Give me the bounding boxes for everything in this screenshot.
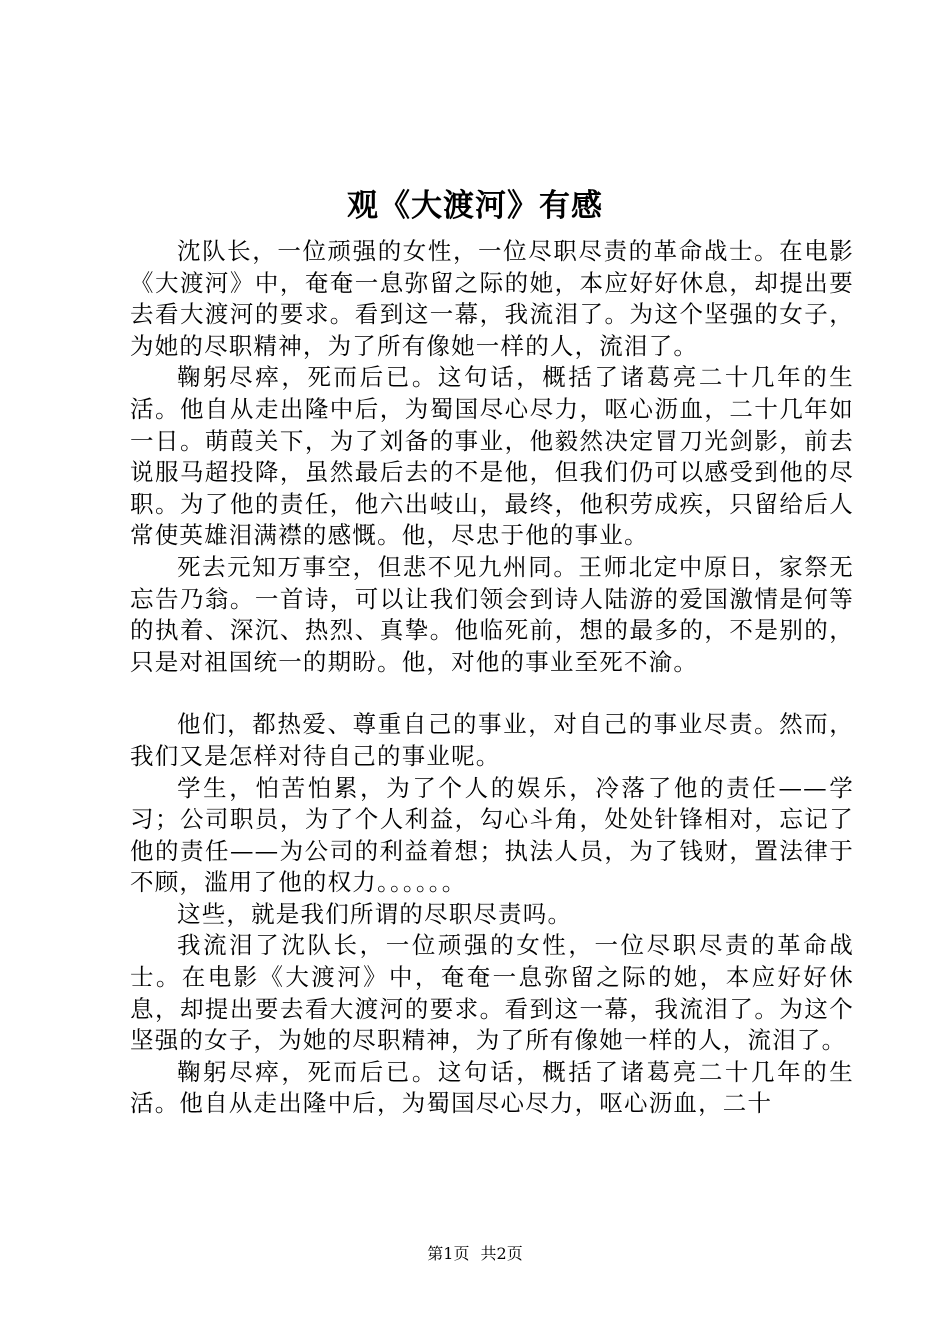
paragraph: 鞠躬尽瘁，死而后已。这句话，概括了诸葛亮二十几年的生活。他自从走出隆中后，为蜀国尽心尽力，呕心沥血，二十几年如一日。萌葭关下，为了刘备的事业，他毅然决定冒刀光剑影，前去说服马超投降，虽然最后去的不是他，但我们仍可以感受到他的尽职。为了他的责任，他六出岐山，最终，他积劳成疾，只留给后人常使英雄泪满襟的感慨。他，尽忠于他的事业。 [130, 363, 854, 550]
paragraph: 他们，都热爱、尊重自己的事业，对自己的事业尽责。然而，我们又是怎样对待自己的事业呢。 [130, 710, 854, 770]
page-number: 第1页 [427, 1244, 470, 1263]
page-footer [0, 1243, 950, 1265]
page-total: 共2页 [480, 1244, 523, 1263]
paragraph: 这些，就是我们所谓的尽职尽责吗。 [177, 899, 573, 928]
paragraph: 沈队长，一位顽强的女性，一位尽职尽责的革命战士。在电影《大渡河》中，奄奄一息弥留之际的她，本应好好休息，却提出要去看大渡河的要求。看到这一幕，我流泪了。为这个坚强的女子，为她的尽职精神，为了所有像她一样的人，流泪了。 [130, 237, 854, 360]
paragraph: 鞠躬尽瘁，死而后已。这句话，概括了诸葛亮二十几年的生活。他自从走出隆中后，为蜀国尽心尽力，呕心沥血，二十 [130, 1057, 854, 1118]
document-body [130, 236, 854, 1120]
paragraph: 学生，怕苦怕累，为了个人的娱乐，冷落了他的责任——学习；公司职员，为了个人利益，勾心斗角，处处针锋相对，忘记了他的责任——为公司的利益着想；执法人员，为了钱财，置法律于不顾，滥用了他的权力。。。。。。 [130, 773, 854, 897]
paragraph: 死去元知万事空，但悲不见九州同。王师北定中原日，家祭无忘告乃翁。一首诗，可以让我们领会到诗人陆游的爱国激情是何等的执着、深沉、热烈、真挚。他临死前，想的最多的，不是别的，只是对祖国统一的期盼。他，对他的事业至死不渝。 [130, 552, 854, 676]
paragraph: 我流泪了沈队长，一位顽强的女性，一位尽职尽责的革命战士。在电影《大渡河》中，奄奄一息弥留之际的她，本应好好休息，却提出要去看大渡河的要求。看到这一幕，我流泪了。为这个坚强的女子，为她的尽职精神，为了所有像她一样的人，流泪了。 [130, 931, 854, 1055]
document-title: 观《大渡河》有感 [347, 188, 603, 224]
